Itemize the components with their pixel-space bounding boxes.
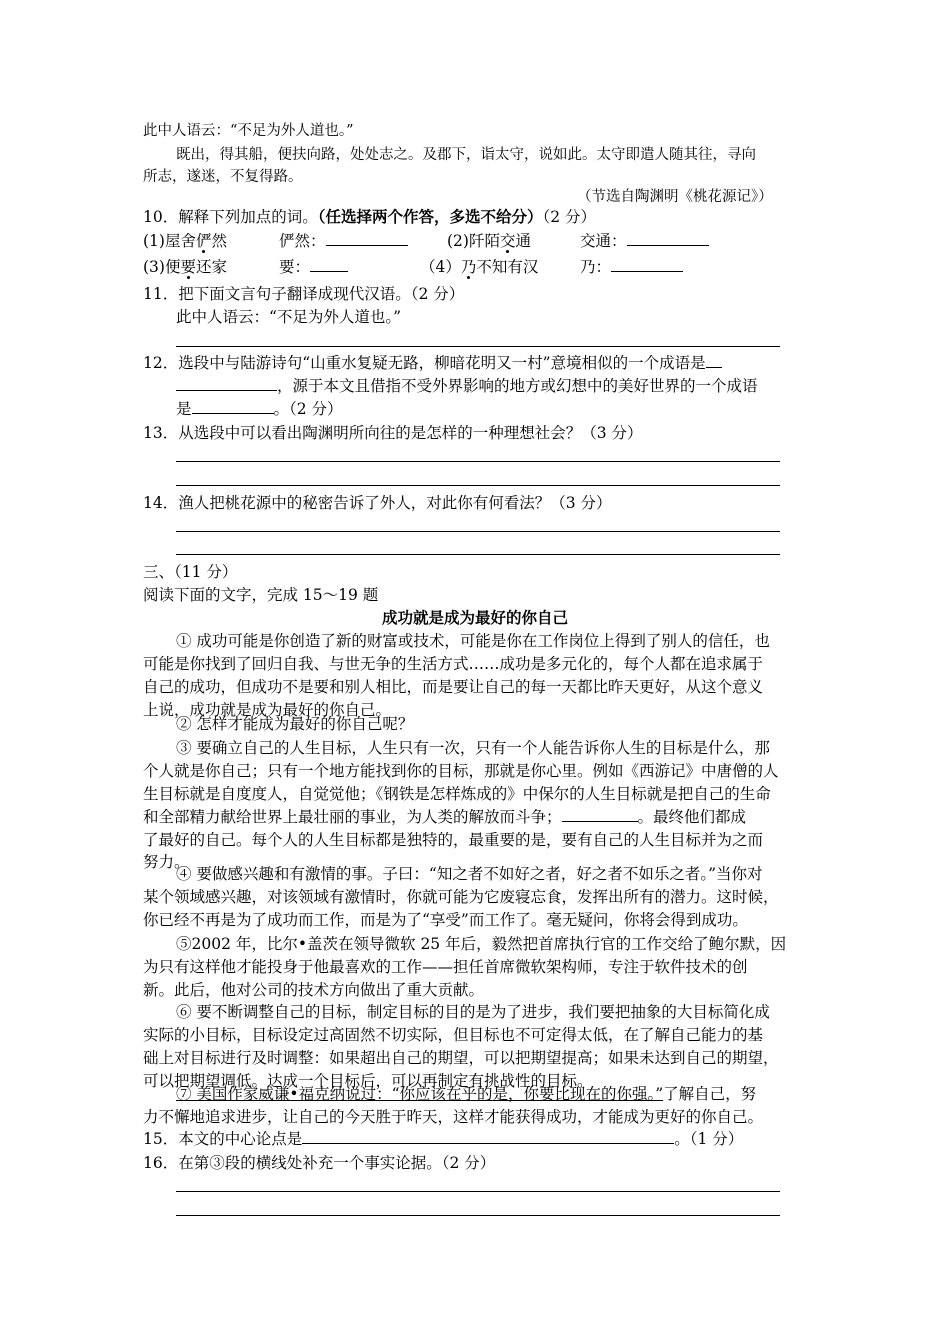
q10-item-label: 然 [211, 232, 227, 250]
fact-blank[interactable] [562, 807, 638, 822]
underlined-quote: ⑦ 美国作家威谦•福克纳说过：“你应该在乎的是，你要比现在的你强。” [176, 1085, 664, 1103]
dotted-character: 要 [180, 258, 196, 276]
q10-item-2 [447, 230, 531, 252]
essay-line: 了最好的自己。每个人的人生目标都是独特的，最重要的是，要有自己的人生目标并为之而 [143, 831, 764, 849]
q10-bold-note: （任选择两个作答，多选不给分） [317, 207, 543, 226]
q15-text: 。（1 分） [674, 1130, 744, 1148]
answer-label: 要： [279, 258, 311, 276]
essay-line: 力不懈地追求进步，让自己的今天胜于昨天，这样才能获得成功，才能成为更好的你自己。 [143, 1108, 764, 1126]
passage-line: 既出，得其船，便扶向路，处处志之。及郡下，诣太守，说如此。太守即遣人随其往，寻向 [176, 147, 756, 163]
q12-line-2 [176, 375, 758, 397]
answer-blank[interactable] [627, 231, 709, 246]
answer-blank[interactable] [706, 353, 722, 368]
q10-score: （2 分） [542, 208, 597, 226]
passage-line: 所志，遂迷，不复得路。 [143, 169, 303, 185]
answer-line[interactable] [176, 485, 780, 486]
q10-item-label: 不知有汉 [476, 258, 539, 276]
question-16: 16．在第③段的横线处补充一个事实论据。（2 分） [143, 1154, 496, 1172]
essay-line: ④ 要做感兴趣和有激情的事。子曰：“知之者不如好之者，好之者不如乐之者。”当你对 [176, 865, 763, 883]
essay-text: 和全部精力献给世界上最壮丽的事业，为人类的解放而斗争； [143, 808, 562, 826]
essay-line: ① 成功可能是你创造了新的财富或技术，可能是你在工作岗位上得到了别人的信任，也 [176, 632, 770, 650]
essay-line: ⑥ 要不断调整自己的目标，制定目标的目的是为了进步，我们要把抽象的大目标简化成 [176, 1003, 770, 1021]
answer-blank[interactable] [176, 376, 277, 391]
answer-line[interactable] [176, 531, 780, 532]
answer-line[interactable] [176, 1215, 780, 1216]
answer-blank[interactable] [302, 1129, 674, 1144]
q10-item-1 [143, 230, 227, 252]
dotted-character: 交 [499, 232, 516, 250]
essay-line [143, 806, 746, 828]
q10-item-label: 还家 [195, 258, 227, 276]
q12-text: 12．选段中与陆游诗句“山重水复疑无路，柳暗花明又一村”意境相似的一个成语是 [143, 354, 706, 372]
passage-source: （节选自陶渊明《桃花源记》） [577, 189, 773, 205]
question-10 [143, 206, 596, 228]
answer-label: 俨然： [279, 232, 326, 250]
question-12 [143, 352, 722, 374]
q10-item-label: (1)屋舍 [143, 232, 196, 250]
dotted-character: 乃 [460, 258, 477, 276]
question-11: 11．把下面文言句子翻译成现代汉语。（2 分） [143, 285, 465, 303]
essay-line: 可能是你找到了回归自我、与世无争的生活方式……成功是多元化的，每个人都在追求属于 [143, 655, 764, 673]
q12-text: ，源于本文且借指不受外界影响的地方或幻想中的美好世界的一个成语 [277, 377, 758, 395]
answer-line[interactable] [176, 461, 780, 462]
essay-line: ⑤2002 年，比尔•盖茨在领导微软 25 年后，毅然把首席执行官的工作交给了鲍尔默，因 [176, 935, 787, 953]
q10-item-4 [420, 256, 538, 278]
dotted-character: 俨 [195, 232, 212, 250]
essay-line [176, 1083, 756, 1105]
essay-line: 上说，成功就是成为最好的你自己。 [143, 701, 392, 719]
answer-blank[interactable] [192, 399, 274, 414]
q15-text: 15．本文的中心论点是 [143, 1130, 303, 1148]
q10-answer-1 [279, 230, 408, 252]
essay-line: 可以把期望调低。达成一个目标后，可以再制定有挑战性的目标。 [143, 1072, 593, 1090]
essay-line: ③ 要确立自己的人生目标，人生只有一次，只有一个人能告诉你人生的目标是什么，那 [176, 739, 770, 757]
section-instruction: 阅读下面的文字，完成 15～19 题 [143, 586, 379, 604]
essay-line: ② 怎样才能成为最好的你自己呢？ [176, 715, 414, 733]
answer-label: 乃： [580, 258, 612, 276]
q10-item-label: (2)阡陌 [447, 232, 500, 250]
q11-sentence: 此中人语云：“不足为外人道也。” [176, 308, 402, 326]
q10-answer-4 [580, 256, 683, 278]
essay-line: 努力。 [143, 853, 190, 871]
answer-blank[interactable] [611, 257, 683, 272]
q10-item-label: (3)便 [143, 258, 181, 276]
essay-line: 自己的成功，但成功不是要和别人相比，而是要让自己的每一天都比昨天更好，从这个意义 [143, 678, 764, 696]
essay-text: 。最终他们都成 [637, 808, 747, 826]
q10-answer-3 [279, 256, 348, 278]
essay-line: 为只有这样他才能投身于他最喜欢的工作——担任首席微软架构师，专注于软件技术的创 [143, 958, 748, 976]
answer-label: 交通： [580, 232, 627, 250]
question-15 [143, 1128, 743, 1150]
q10-answer-2 [580, 230, 709, 252]
q10-item-3 [143, 256, 227, 278]
answer-blank[interactable] [326, 231, 408, 246]
essay-line: 生目标就是自度度人，自觉觉他；《钢铁是怎样炼成的》中保尔的人生目标就是把自己的生命 [143, 785, 771, 803]
essay-line: 实际的小目标，目标设定过高固然不切实际，但目标也不可定得太低，在了解自己能力的基 [143, 1026, 764, 1044]
q12-line-3 [176, 398, 343, 420]
answer-line[interactable] [176, 554, 780, 555]
question-14: 14．渔人把桃花源中的秘密告诉了外人，对此你有何看法？（3 分） [143, 494, 612, 512]
essay-line: 新。此后，他对公司的技术方向做出了重大贡献。 [143, 981, 485, 999]
essay-line: 某个领域感兴趣，对该领域有激情时，你就可能为它废寝忘食，发挥出所有的潜力。这时候， [143, 888, 779, 906]
essay-line: 个人就是你自己；只有一个地方能找到你的目标，那就是你心里。例如《西游记》中唐僧的人 [143, 762, 779, 780]
section-header: 三、（11 分） [143, 563, 238, 581]
q10-item-label: （4） [420, 258, 461, 276]
question-13: 13．从选段中可以看出陶渊明所向往的是怎样的一种理想社会？（3 分） [143, 424, 643, 442]
q12-text: 是 [176, 400, 192, 418]
q10-text: 解释下列加点的词。 [178, 208, 318, 226]
answer-line[interactable] [176, 346, 780, 347]
essay-text: 了解自己，努 [663, 1085, 757, 1103]
essay-line: 你已经不再是为了成功而工作，而是为了“享受”而工作了。毫无疑问，你将会得到成功。 [143, 911, 748, 929]
passage-line: 此中人语云：“不足为外人道也。” [143, 123, 354, 139]
answer-blank[interactable] [310, 257, 348, 272]
essay-title: 成功就是成为最好的你自己 [381, 608, 568, 627]
q10-item-label: 通 [515, 232, 531, 250]
answer-line[interactable] [176, 1191, 780, 1192]
essay-line: 础上对目标进行及时调整：如果超出自己的期望，可以把期望提高；如果未达到自己的期望， [143, 1049, 779, 1067]
q10-number: 10． [143, 208, 179, 226]
q12-text: 。（2 分） [273, 400, 343, 418]
